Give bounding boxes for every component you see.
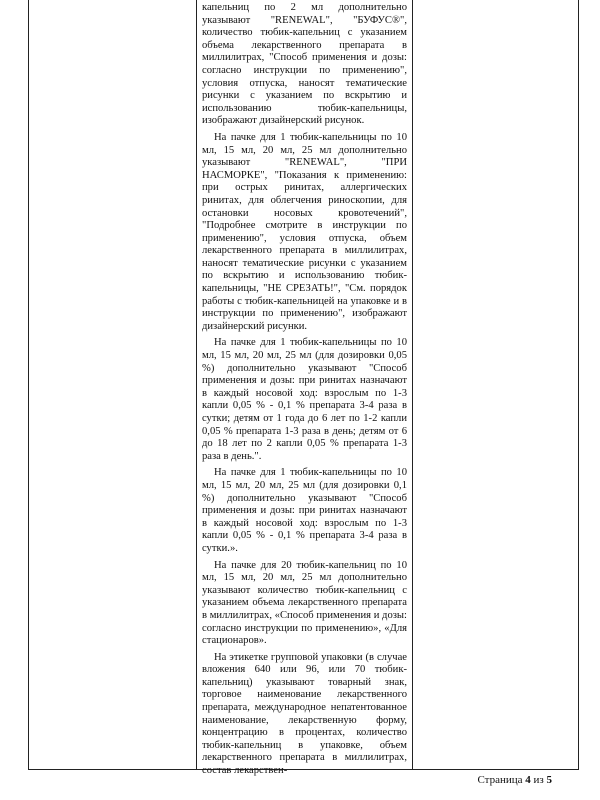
paragraph: На пачке для 1 тюбик-капельницы по 10 мл, 15 мл, 20 мл, 25 мл дополнительно указывают "RENEWAL", "ПРИ НАСМОРКЕ", "Показания к применению: при острых ринитах, аллергических ринитах, для облегчения риноскопии, для остановки носовых кровотечений", "Подробнее смотрите в инструкции по применению", условия отпуска, объем лекарственного препарата в миллилитрах, наносят тематические рисунки с указанием по вскрытию и использованию тюбик-капельницы, "НЕ СРЕЗАТЬ!", "См. порядок работы с тюбик-капельницей на упаковке и в инструкции по применению", изображают дизайнерский рисунки. <box>202 131 407 332</box>
footer-page-label: Страница <box>477 774 523 786</box>
paragraph: На пачке для 1 тюбик-капельницы по 10 мл, 15 мл, 20 мл, 25 мл (для дозировки 0,05 %) дополнительно указывают "Способ применения и дозы: при ринитах назначают в каждый носовой ход: взрослым по 1-3 капли 0,05 % - 0,1 % препарата 3-4 раза в сутки; детям от 1 года до 6 лет по 1-2 капли 0,05 % препарата 1-3 раза в день; детям от 6 до 18 лет по 2 капли 0,05 % препарата 1-3 раза в день.". <box>202 337 407 462</box>
table-column-divider-2 <box>412 0 413 770</box>
paragraph: капельниц по 2 мл дополнительно указывают "RENEWAL", "БУФУС®", количество тюбик-капельниц с указанием объема лекарственного препарата в миллилитрах, "Способ применения и дозы: согласно инструкции по применению", условия отпуска, наносят тематические рисунки с указанием по вскрытию и использованию тюбик-капельницы, изображают дизайнерский рисунок. <box>202 2 407 127</box>
paragraph: На пачке для 1 тюбик-капельницы по 10 мл, 15 мл, 20 мл, 25 мл (для дозировки 0,1 %) дополнительно указывают "Способ применения и дозы: при ринитах назначают в каждый носовой ход: взрослым по 1-3 капли 0,05 % - 0,1 % препарата 3-4 раза в сутки.». <box>202 467 407 554</box>
footer-total-pages: 5 <box>546 774 552 786</box>
footer-of-label: из <box>533 774 544 786</box>
table-column-divider-1 <box>196 0 197 770</box>
table-border-left <box>28 0 29 770</box>
table-cell-text <box>202 2 407 777</box>
paragraph: На пачке для 20 тюбик-капельниц по 10 мл, 15 мл, 20 мл, 25 мл дополнительно указывают количество тюбик-капельниц с указанием объема лекарственного препарата в миллилитрах, «Способ применения и дозы: согласно инструкции по применению», «Для стационаров». <box>202 559 407 647</box>
table-border-right <box>578 0 579 770</box>
paragraph: На этикетке групповой упаковки (в случае вложения 640 или 96, или 70 тюбик-капельниц) указывают товарный знак, торговое наименование лекарственного препарата, международное непатентованное наименование, лекарственную форму, концентрацию в процентах, количество тюбик-капельниц в упаковке, объем лекарственного препарата в миллилитрах, состав лекарствен- <box>202 651 407 777</box>
page-number-footer <box>477 774 552 786</box>
footer-current-page: 4 <box>525 774 531 786</box>
